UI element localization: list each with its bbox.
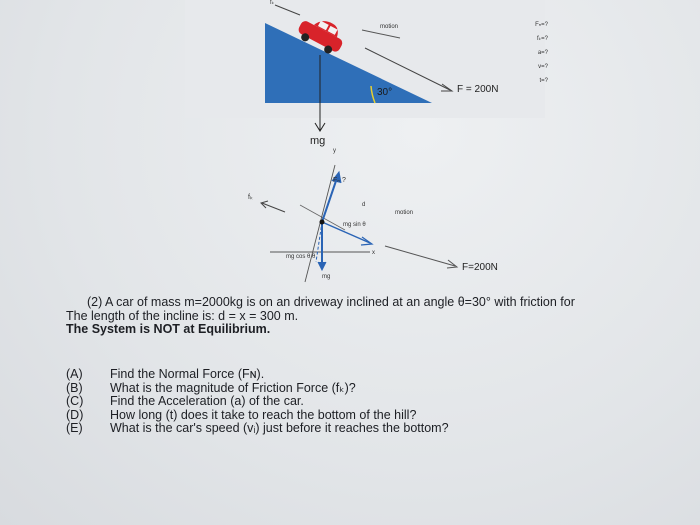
- question-letter: (E): [66, 421, 83, 435]
- question-text: How long (t) does it take to reach the bottom of the hill?: [110, 407, 417, 422]
- question-text: Find the Normal Force (Fɴ).: [110, 367, 265, 381]
- problem-statement: [66, 296, 626, 337]
- question-text: What is the magnitude of Friction Force (fₖ)?: [110, 380, 356, 395]
- question-letter: (A): [66, 367, 83, 381]
- question-d: [66, 409, 449, 423]
- answer-v: v=?: [538, 64, 548, 70]
- question-a: [66, 368, 449, 382]
- question-letter: (C): [66, 394, 84, 408]
- motion-label-fbd: motion: [395, 210, 414, 216]
- question-letter: (B): [66, 380, 83, 395]
- motion-label-top: motion: [380, 24, 399, 30]
- force-label-fbd: F=200N: [462, 262, 498, 273]
- problem-line-2: The length of the incline is: d = x = 300 m.: [66, 308, 299, 323]
- x-label: x: [372, 250, 375, 256]
- mgsin-label: mg sin θ: [343, 222, 366, 228]
- problem-line-1: (2) A car of mass m=2000kg is on an driveway inclined at an angle θ=30° with friction for: [87, 295, 575, 309]
- friction-arrow-top: [275, 5, 300, 15]
- friction-label: fₖ: [248, 194, 253, 201]
- y-label: y: [333, 148, 336, 154]
- mgcos-label: mg cos θ: [286, 254, 311, 260]
- corner-label: fₖ: [270, 0, 275, 6]
- answer-a: a=?: [537, 50, 548, 56]
- question-list: [66, 368, 449, 436]
- car-point: [320, 220, 325, 225]
- angle-label: 30°: [377, 87, 393, 98]
- problem-line-3: The System is NOT at Equilibrium.: [66, 322, 271, 336]
- answer-fn: Fₙ=?: [535, 22, 548, 28]
- question-b: [66, 382, 449, 396]
- incline-triangle: [265, 23, 432, 103]
- question-e: [66, 422, 449, 436]
- question-text: Find the Acceleration (a) of the car.: [110, 394, 304, 408]
- weight-label-fbd: mg: [322, 274, 331, 280]
- answer-list: [498, 18, 548, 88]
- answer-fk: fₖ=?: [536, 36, 548, 42]
- weight-label-top: mg: [310, 135, 326, 147]
- question-letter: (D): [66, 407, 84, 422]
- force-arrow-fbd: [385, 246, 455, 266]
- force-label-top: F = 200N: [457, 84, 499, 95]
- d-label: d: [362, 202, 366, 208]
- motion-arrow-top: [362, 30, 400, 38]
- normal-label: Fₙ ?: [333, 177, 346, 184]
- question-c: [66, 395, 449, 409]
- answer-t: t=?: [539, 78, 548, 84]
- question-text: What is the car's speed (vᵢ) just before it reaches the bottom?: [110, 421, 449, 435]
- theta-label: θ: [312, 254, 316, 260]
